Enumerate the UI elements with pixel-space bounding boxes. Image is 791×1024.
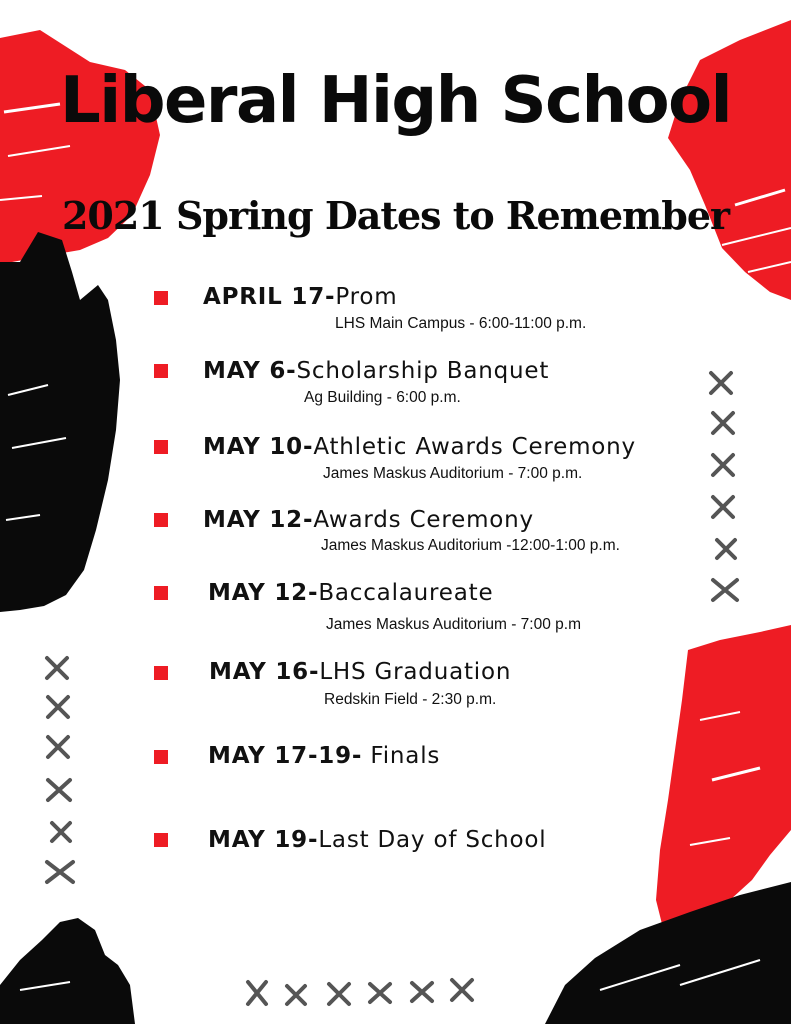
event-date: MAY 10- xyxy=(203,434,314,460)
event-name: Last Day of School xyxy=(318,827,547,853)
black-brush-left xyxy=(0,232,120,612)
x-marks-bottom xyxy=(248,980,472,1004)
event-name: Awards Ceremony xyxy=(313,507,534,533)
event-name: Prom xyxy=(335,284,398,310)
event-headline xyxy=(203,360,549,383)
event-headline xyxy=(208,745,440,768)
event-detail: Ag Building - 6:00 p.m. xyxy=(304,389,461,406)
x-marks-right xyxy=(711,373,737,600)
event-date: APRIL 17- xyxy=(203,284,336,310)
event-headline xyxy=(203,509,534,532)
red-square-bullet xyxy=(154,833,168,847)
red-square-bullet xyxy=(154,666,168,680)
event-date: MAY 17-19- xyxy=(208,743,363,769)
school-title: Liberal High School xyxy=(59,64,732,138)
red-square-bullet xyxy=(154,586,168,600)
event-detail: James Maskus Auditorium - 7:00 p.m. xyxy=(323,465,583,482)
event-headline xyxy=(209,661,511,684)
event-headline xyxy=(203,286,397,309)
event-headline xyxy=(208,582,493,605)
event-headline xyxy=(208,829,547,852)
red-square-bullet xyxy=(154,750,168,764)
event-date: MAY 6- xyxy=(203,358,297,384)
event-date: MAY 16- xyxy=(209,659,320,685)
red-square-bullet xyxy=(154,291,168,305)
event-detail: LHS Main Campus - 6:00-11:00 p.m. xyxy=(335,315,587,332)
event-name: Athletic Awards Ceremony xyxy=(313,434,636,460)
red-brush-top-right xyxy=(668,20,791,300)
page-subtitle: 2021 Spring Dates to Remember xyxy=(61,193,730,238)
event-headline xyxy=(203,436,636,459)
event-detail: James Maskus Auditorium - 7:00 p.m xyxy=(326,616,581,633)
red-square-bullet xyxy=(154,513,168,527)
black-brush-bottom-left xyxy=(0,918,135,1024)
event-date: MAY 12- xyxy=(208,580,319,606)
red-square-bullet xyxy=(154,440,168,454)
event-detail: Redskin Field - 2:30 p.m. xyxy=(324,691,497,708)
event-name: Finals xyxy=(362,743,441,769)
event-name: LHS Graduation xyxy=(319,659,512,685)
event-date: MAY 19- xyxy=(208,827,319,853)
event-date: MAY 12- xyxy=(203,507,314,533)
event-detail: James Maskus Auditorium -12:00-1:00 p.m. xyxy=(321,537,620,554)
x-marks-left xyxy=(47,658,73,882)
event-name: Scholarship Banquet xyxy=(296,358,550,384)
red-square-bullet xyxy=(154,364,168,378)
event-name: Baccalaureate xyxy=(318,580,494,606)
